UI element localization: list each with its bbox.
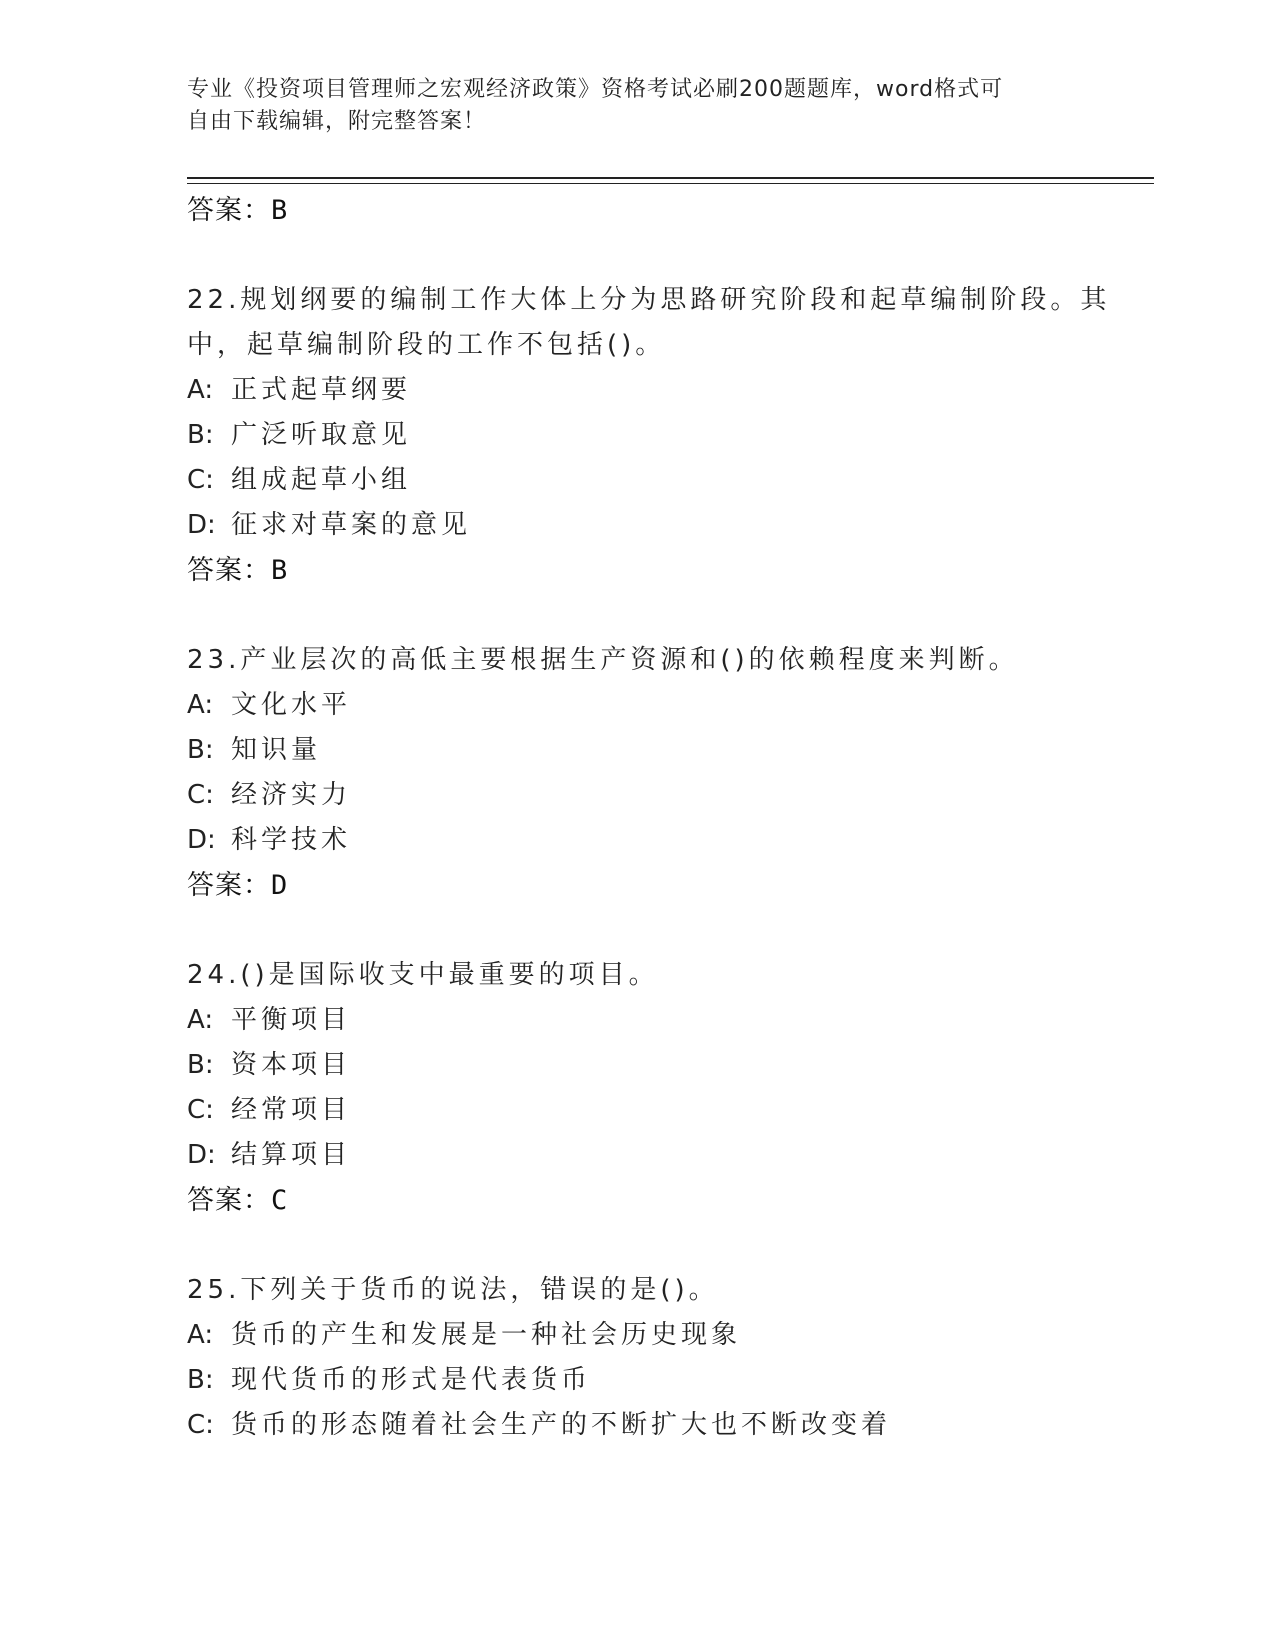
option-text: 科学技术 xyxy=(231,825,352,855)
option-c xyxy=(187,773,1117,818)
option-c xyxy=(187,1088,1117,1133)
option-letter: C: xyxy=(187,1095,214,1125)
answer-value: D xyxy=(271,870,289,901)
option-letter: A: xyxy=(187,1320,214,1350)
answer-label: 答案： xyxy=(187,195,271,226)
option-text: 货币的产生和发展是一种社会历史现象 xyxy=(231,1320,742,1350)
answer-line xyxy=(187,1178,1117,1223)
option-text: 征求对草案的意见 xyxy=(231,510,472,540)
option-b xyxy=(187,728,1117,773)
option-letter: A: xyxy=(187,690,214,720)
option-letter: B: xyxy=(187,420,214,450)
option-text: 经济实力 xyxy=(231,780,352,810)
question-list xyxy=(187,188,1117,1448)
option-text: 知识量 xyxy=(231,735,322,765)
option-text: 结算项目 xyxy=(231,1140,352,1170)
option-letter: B: xyxy=(187,735,214,765)
answer-label: 答案： xyxy=(187,870,271,901)
option-d xyxy=(187,818,1117,863)
option-text: 广泛听取意见 xyxy=(231,420,412,450)
option-letter: A: xyxy=(187,375,214,405)
option-letter: D: xyxy=(187,825,216,855)
option-a xyxy=(187,683,1117,728)
option-letter: B: xyxy=(187,1365,214,1395)
option-d xyxy=(187,503,1117,548)
option-b xyxy=(187,413,1117,458)
option-letter: C: xyxy=(187,465,214,495)
answer-line xyxy=(187,548,1117,593)
answer-label: 答案： xyxy=(187,555,271,586)
option-text: 正式起草纲要 xyxy=(231,375,412,405)
option-text: 文化水平 xyxy=(231,690,352,720)
spacer xyxy=(187,908,1117,953)
answer-value: B xyxy=(271,555,289,586)
answer-value: B xyxy=(271,195,289,226)
question-text: 24.()是国际收支中最重要的项目。 xyxy=(187,960,659,990)
option-text: 经常项目 xyxy=(231,1095,352,1125)
option-a xyxy=(187,998,1117,1043)
header-divider-thick xyxy=(187,177,1154,179)
option-text: 货币的形态随着社会生产的不断扩大也不断改变着 xyxy=(231,1410,892,1440)
header-line-1: 专业《投资项目管理师之宏观经济政策》资格考试必刷200题题库，word格式可 xyxy=(187,77,1004,102)
spacer xyxy=(187,593,1117,638)
option-c xyxy=(187,458,1117,503)
option-letter: C: xyxy=(187,780,214,810)
option-d xyxy=(187,1133,1117,1178)
option-b xyxy=(187,1358,1117,1403)
option-text: 现代货币的形式是代表货币 xyxy=(231,1365,592,1395)
spacer xyxy=(187,233,1117,278)
spacer xyxy=(187,1223,1117,1268)
option-letter: B: xyxy=(187,1050,214,1080)
option-letter: D: xyxy=(187,1140,216,1170)
option-text: 资本项目 xyxy=(231,1050,352,1080)
answer-line xyxy=(187,863,1117,908)
answer-value: C xyxy=(271,1185,289,1216)
document-header xyxy=(187,74,1087,138)
option-text: 平衡项目 xyxy=(231,1005,352,1035)
answer-line xyxy=(187,188,1117,233)
option-letter: A: xyxy=(187,1005,214,1035)
option-c xyxy=(187,1403,1117,1448)
question-text: 23.产业层次的高低主要根据生产资源和()的依赖程度来判断。 xyxy=(187,645,1019,675)
header-divider-thin xyxy=(187,183,1154,184)
option-letter: D: xyxy=(187,510,216,540)
option-a xyxy=(187,368,1117,413)
question-text: 25.下列关于货币的说法，错误的是()。 xyxy=(187,1275,719,1305)
header-line-2: 自由下载编辑，附完整答案！ xyxy=(187,109,487,134)
question-text: 22.规划纲要的编制工作大体上分为思路研究阶段和起草编制阶段。其中，起草编制阶段的工作不包括()。 xyxy=(187,285,1111,360)
option-letter: C: xyxy=(187,1410,214,1440)
option-b xyxy=(187,1043,1117,1088)
option-a xyxy=(187,1313,1117,1358)
option-text: 组成起草小组 xyxy=(231,465,412,495)
answer-label: 答案： xyxy=(187,1185,271,1216)
